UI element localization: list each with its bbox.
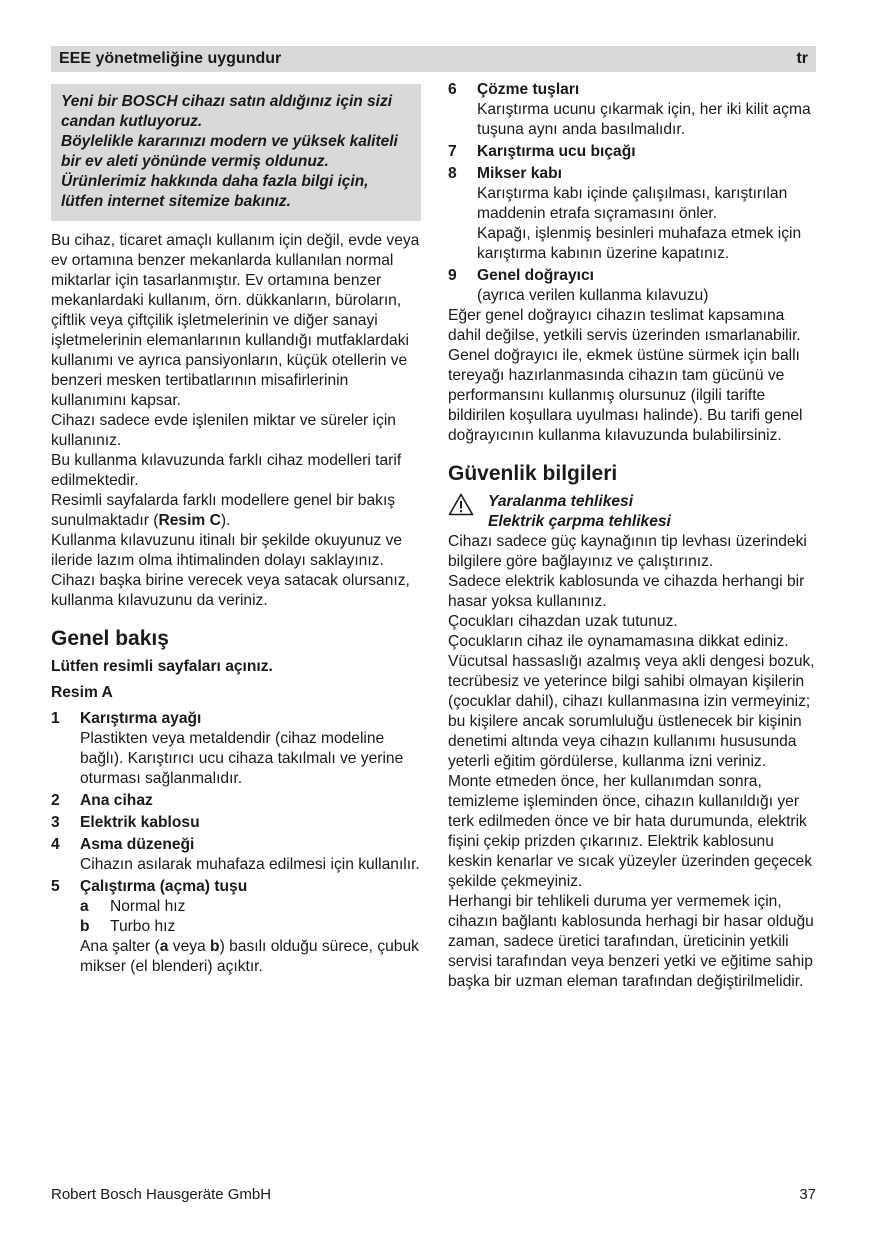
right-column [448, 81, 816, 992]
page-number: 37 [799, 1186, 816, 1203]
sub-text: Normal hız [110, 898, 186, 915]
body-paragraph: Eğer genel doğrayıcı cihazın teslimat kapsamına dahil değilse, yetkili servis üzerinden ısmarlanabilir. [448, 307, 801, 344]
text-span: b [210, 938, 220, 955]
header-title: EEE yönetmeliğine uygundur [59, 50, 282, 67]
left-column [51, 84, 421, 977]
warning-title: Yaralanma tehlikesi [488, 493, 634, 510]
item-title: Asma düzeneği [80, 836, 195, 853]
sub-letter: a [80, 898, 89, 915]
intro-box [51, 84, 421, 221]
item-number: 9 [448, 267, 457, 284]
item-title: Mikser kabı [477, 165, 562, 182]
list-item [51, 791, 421, 811]
item5-note [80, 937, 421, 977]
sub-letter: b [80, 918, 90, 935]
text-span: ). [220, 512, 231, 529]
sub-item [80, 897, 421, 917]
list-item [448, 142, 816, 162]
body-paragraph: Bu kullanma kılavuzunda farklı cihaz modelleri tarif edilmektedir. [51, 452, 402, 489]
text-span: ) basılı olduğu sürece, çubuk mikser (el blenderi) açıktır. [80, 938, 419, 975]
item-text: (ayrıca verilen kullanma kılavuzu) [477, 287, 709, 304]
language-code: tr [796, 50, 808, 67]
item-number: 3 [51, 814, 60, 831]
item-number: 8 [448, 165, 457, 182]
item-number: 7 [448, 143, 457, 160]
text-span: Ana şalter ( [80, 938, 160, 955]
list-item [51, 835, 421, 875]
text-span: Resimli sayfalarda farklı modellere genel bir bakış sunulmaktadır ( [51, 492, 396, 529]
overview-subtitle: Lütfen resimli sayfaları açınız. [51, 658, 273, 675]
item-title: Çözme tuşları [477, 81, 580, 98]
body-paragraph: Cihazı sadece evde işlenilen miktar ve süreler için kullanınız. [51, 412, 396, 449]
item-title: Çalıştırma (açma) tuşu [80, 878, 248, 895]
list-item [448, 266, 816, 306]
safety-paragraph: Vücutsal hassaslığı azalmış veya akli dengesi bozuk, tecrübesiz ve yeterince bilgi sahibi olmayan kişilerin (çocuklar dahil), cihazı kullanmasına izin vermeyiniz; bu kişilere ancak sorumluluğu üstlenecek bir kişinin denetimi altında veya cihazın kullanımı hususunda yeterli eğitim gördülerse, kullanma izni veriniz. [448, 653, 815, 770]
text-span: a [159, 938, 169, 955]
list-item [448, 164, 816, 264]
item-title: Karıştırma ucu bıçağı [477, 143, 636, 160]
safety-paragraph: Herhangi bir tehlikeli duruma yer vermemek için, cihazın bağlantı kablosunda herhagi bir hasar olduğu zaman, sadece üretici tarafından, üreticinin yetkili servisi tarafından veya benzeri yetki ve eğitime sahip başka bir uzman eleman tarafından değiştirilmelidir. [448, 893, 814, 990]
safety-paragraph: Sadece elektrik kablosunda ve cihazda herhangi bir hasar yoksa kullanınız. [448, 573, 805, 610]
safety-paragraph: Çocukları cihazdan uzak tutunuz. [448, 613, 678, 630]
item-number: 5 [51, 878, 60, 895]
list-item [51, 877, 421, 977]
body-paragraph: Bu cihaz, ticaret amaçlı kullanım için değil, evde veya ev ortamına benzer mekanlarda kullanılan normal miktarlar için tasarlanmıştır. Ev ortamına benzer mekanlardaki kullanım, örn. dükkanların, büroların, çiftlik veya çiftçilik işletmelerinin ve diğer sanayi işletmelerinin elemanlarının kullandığı mutfaklardaki kullanımı ve ayrıca pansiyonların, küçük otellerin ve benzeri mesken tertibatlarının misafirlerinin kullanımını kapsar. [51, 232, 420, 409]
item-title: Ana cihaz [80, 792, 153, 809]
safety-paragraph: Monte etmeden önce, her kullanımdan sonra, temizleme işleminden önce, cihazın kullanıldığı yer terk edilmeden önce ve bir hata durumunda, elektrik fişini çekip prizden çıkarınız. Elektrik kablosunu keskin kenarlar ve sıcak yüzeyler üzerinden geçecek şekilde çekmeyiniz. [448, 773, 813, 890]
figure-label: Resim A [51, 684, 113, 701]
list-item [448, 80, 816, 140]
safety-paragraph: Çocukların cihaz ile oynamamasına dikkat ediniz. [448, 633, 789, 650]
figure-ref: Resim C [158, 512, 221, 529]
item-number: 1 [51, 710, 60, 727]
item-text: Cihazın asılarak muhafaza edilmesi için kullanılır. [80, 856, 420, 873]
warning-triangle-icon [448, 503, 474, 520]
item-number: 4 [51, 836, 60, 853]
page-footer [51, 1186, 816, 1203]
section-title-overview: Genel bakış [51, 627, 169, 650]
text-span: veya [168, 938, 211, 955]
list-item [51, 709, 421, 789]
item-text: Plastikten veya metaldendir (cihaz modeline bağlı). Karıştırıcı ucu cihaza takılmalı ve yerine oturması sağlanmalıdır. [80, 730, 404, 787]
list-item [51, 813, 421, 833]
sub-item [80, 917, 421, 937]
item-text: Kapağı, işlenmiş besinleri muhafaza etmek için karıştırma kabının üzerine kapatınız. [477, 225, 802, 262]
footer-company: Robert Bosch Hausgeräte GmbH [51, 1186, 272, 1203]
body-paragraph [51, 491, 421, 531]
item-title: Elektrik kablosu [80, 814, 200, 831]
warning-title: Elektrik çarpma tehlikesi [488, 513, 671, 530]
item-text: Karıştırma kabı içinde çalışılması, karıştırılan maddenin etrafa sıçramasını önler. [477, 185, 788, 222]
intro-line: Böylelikle kararınızı modern ve yüksek kaliteli bir ev aleti yönünde vermiş oldunuz. Ürünlerimiz hakkında daha fazla bilgi için, lütfen internet sitemize bakınız. [61, 133, 398, 210]
item-number: 2 [51, 792, 60, 809]
item-text: Karıştırma ucunu çıkarmak için, her iki kilit açma tuşuna aynı anda basılmalıdır. [477, 101, 811, 138]
safety-paragraph: Cihazı sadece güç kaynağının tip levhası üzerindeki bilgilere göre bağlayınız ve çalıştırınız. [448, 533, 807, 570]
sub-text: Turbo hız [110, 918, 176, 935]
item-title: Karıştırma ayağı [80, 710, 202, 727]
warning-block [448, 492, 816, 532]
body-paragraph: Genel doğrayıcı ile, ekmek üstüne sürmek için ballı tereyağı hazırlanmasında cihazın tam gücünü ve performansını kullanmış olursunuz (ilgili tarifte bildirilen koşullara uyulması halinde). Bu tarifi genel doğrayıcının kullanma kılavuzunda bulabilirsiniz. [448, 347, 803, 444]
item-number: 6 [448, 81, 457, 98]
intro-line: Yeni bir BOSCH cihazı satın aldığınız için sizi candan kutluyoruz. [61, 93, 393, 130]
body-paragraph: Kullanma kılavuzunu itinalı bir şekilde okuyunuz ve ileride lazım olma ihtimalinden dolayı saklayınız. Cihazı başka birine verecek veya satacak olursanız, kullanma kılavuzunu da veriniz. [51, 532, 410, 609]
item-title: Genel doğrayıcı [477, 267, 594, 284]
header-bar [51, 46, 816, 72]
section-title-safety: Güvenlik bilgileri [448, 462, 618, 485]
